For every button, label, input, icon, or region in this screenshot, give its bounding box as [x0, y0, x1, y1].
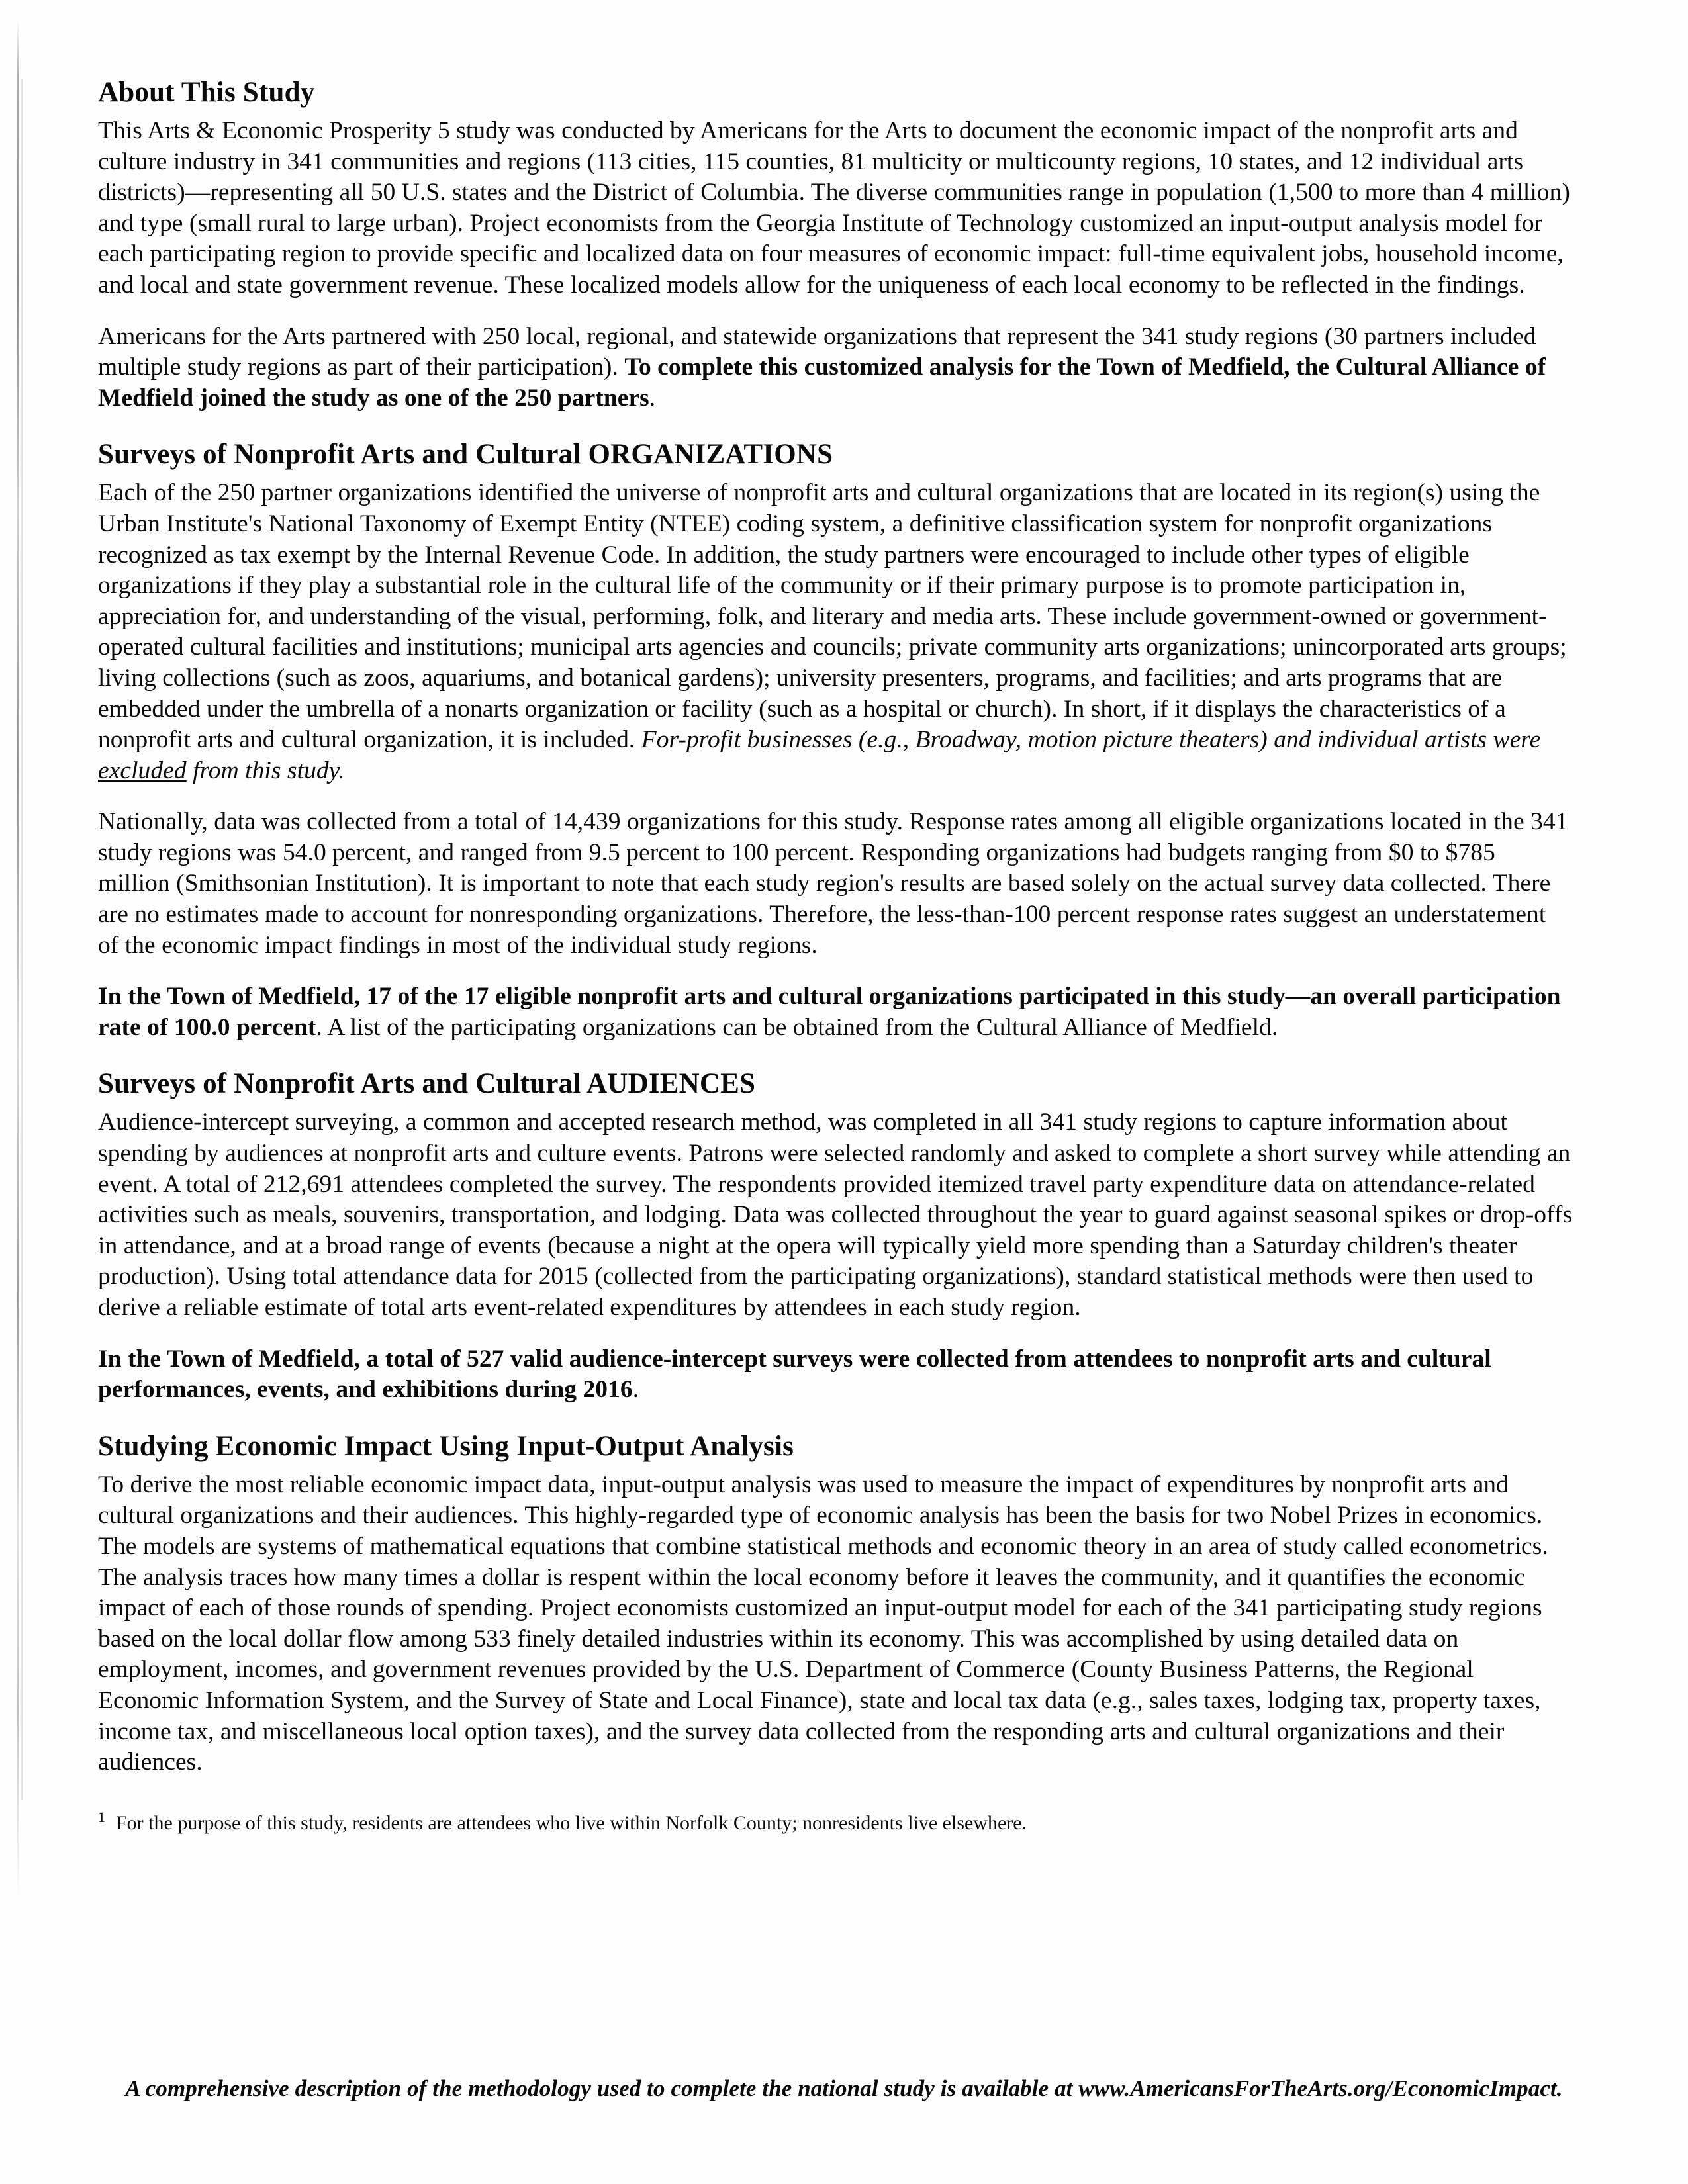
text-run: To complete this customized analysis for the Town of Medfield, the Cultural Alliance of Medfield joined the study as one of the 250 partners [98, 353, 1546, 412]
footnote-marker: 1 [98, 1808, 105, 1825]
sections-container [98, 78, 1573, 1778]
text-run: Nationally, data was collected from a total of 14,439 organizations for this study. Response rates among all eligible organizations located in the 341 study regions was 54.0 percent, and ranged from 9.5 percent to 100 percent. Responding organizations had budgets ranging from $0 to $785 million (Smithsonian Institution). It is important to note that each study region's results are based solely on the actual survey data collected. There are no estimates made to account for nonresponding organizations. Therefore, the less-than-100 percent response rates suggest an understatement of the economic impact findings in most of the individual study regions. [98, 808, 1568, 959]
scan-artifact-stripe [17, 20, 19, 1899]
paragraph [98, 981, 1573, 1043]
scan-artifact-stripe-secondary [21, 79, 23, 1800]
text-run: In the Town of Medfield, a total of 527 valid audience-intercept surveys were collected from attendees to nonprofit arts and cultural performances, events, and exhibitions during 2016 [98, 1345, 1491, 1404]
text-run: To derive the most reliable economic impact data, input-output analysis was used to measure the impact of expenditures by nonprofit arts and cultural organizations and their audiences. This highly-regarded type of economic analysis has been the basis for two Nobel Prizes in economics. The models are systems of mathematical equations that combine statistical methods and economic theory in an area of study called econometrics. The analysis traces how many times a dollar is respent within the local economy before it leaves the community, and it quantifies the economic impact of each of those rounds of spending. Project economists customized an input-output model for each of the 341 participating study regions based on the local dollar flow among 533 finely detailed industries within its economy. This was accomplished by using detailed data on employment, incomes, and government revenues provided by the U.S. Department of Commerce (County Business Patterns, the Regional Economic Information System, and the Survey of State and Local Finance), state and local tax data (e.g., sales taxes, lodging tax, property taxes, income tax, and miscellaneous local option taxes), and the survey data collected from the responding arts and cultural organizations and their audiences. [98, 1471, 1548, 1776]
paragraph [98, 478, 1573, 786]
paragraph [98, 322, 1573, 414]
text-run: . A list of the participating organizations can be obtained from the Cultural Alliance of Medfield. [316, 1013, 1278, 1041]
paragraph [98, 116, 1573, 301]
section-heading: About This Study [98, 77, 315, 108]
paragraph [98, 807, 1573, 961]
text-run: This Arts & Economic Prosperity 5 study was conducted by Americans for the Arts to document the economic impact of the nonprofit arts and culture industry in 341 communities and regions (113 cities, 115 counties, 81 multicity or multicounty regions, 10 states, and 12 individual arts districts)—representing all 50 U.S. states and the District of Columbia. The diverse communities range in population (1,500 to more than 4 million) and type (small rural to large urban). Project economists from the Georgia Institute of Technology customized an input-output analysis model for each participating region to provide specific and localized data on four measures of economic impact: full-time equivalent jobs, household income, and local and state government revenue. These localized models allow for the uniqueness of each local economy to be reflected in the findings. [98, 117, 1570, 298]
page-footer: A comprehensive description of the methodology used to complete the national study is available at www.AmericansForTheArts.org/EconomicImpact. [125, 2075, 1563, 2101]
paragraph [98, 1344, 1573, 1406]
text-run: Each of the 250 partner organizations identified the universe of nonprofit arts and cultural organizations that are located in its region(s) using the Urban Institute's National Taxonomy of Exempt Entity (NTEE) coding system, a definitive classification system for nonprofit organizations recognized as tax exempt by the Internal Revenue Code. In addition, the study partners were encouraged to include other types of eligible organizations if they play a substantial role in the cultural life of the community or if their primary purpose is to promote participation in, appreciation for, and understanding of the visual, performing, folk, and literary and media arts. These include government-owned or government-operated cultural facilities and institutions; municipal arts agencies and councils; private community arts organizations; unincorporated arts groups; living collections (such as zoos, aquariums, and botanical gardens); university presenters, programs, and facilities; and arts programs that are embedded under the umbrella of a nonarts organization or facility (such as a hospital or church). In short, if it displays the characteristics of a nonprofit arts and cultural organization, it is included. [98, 479, 1567, 754]
text-run: . [649, 384, 656, 412]
paragraph [98, 1470, 1573, 1778]
text-run: from this study. [186, 756, 345, 784]
section-heading: Studying Economic Impact Using Input-Output Analysis [98, 1430, 794, 1462]
section-heading: Surveys of Nonprofit Arts and Cultural ORGANIZATIONS [98, 439, 833, 471]
footnote [98, 1805, 1573, 1836]
text-run: excluded [98, 756, 187, 784]
text-run: In the Town of Medfield, 17 of the 17 eligible nonprofit arts and cultural organizations participated in this study—an overall participation rate of 100.0 percent [98, 983, 1561, 1041]
paragraph [98, 1107, 1573, 1323]
text-run: Audience-intercept surveying, a common and accepted research method, was completed in all 341 study regions to capture information about spending by audiences at nonprofit arts and culture events. Patrons were selected randomly and asked to complete a short survey while attending an event. A total of 212,691 attendees completed the survey. The respondents provided itemized travel party expenditure data on attendance-related activities such as meals, souvenirs, transportation, and lodging. Data was collected throughout the year to guard against seasonal spikes or drop-offs in attendance, and at a broad range of events (because a night at the opera will typically yield more spending than a Saturday children's theater production). Using total attendance data for 2015 (collected from the participating organizations), standard statistical methods were then used to derive a reliable estimate of total arts event-related expenditures by attendees in each study region. [98, 1109, 1573, 1321]
footnote-text: For the purpose of this study, residents are attendees who live within Norfolk County; nonresidents live elsewhere. [116, 1811, 1027, 1834]
document-body [98, 78, 1573, 1836]
text-run: For-profit businesses (e.g., Broadway, motion picture theaters) and individual artists were [641, 726, 1541, 754]
text-run: . [632, 1376, 639, 1404]
section-heading: Surveys of Nonprofit Arts and Cultural AUDIENCES [98, 1068, 756, 1100]
text-run: Americans for the Arts partnered with 250 local, regional, and statewide organizations that represent the 341 study regions (30 partners included multiple study regions as part of their participation). [98, 322, 1536, 381]
